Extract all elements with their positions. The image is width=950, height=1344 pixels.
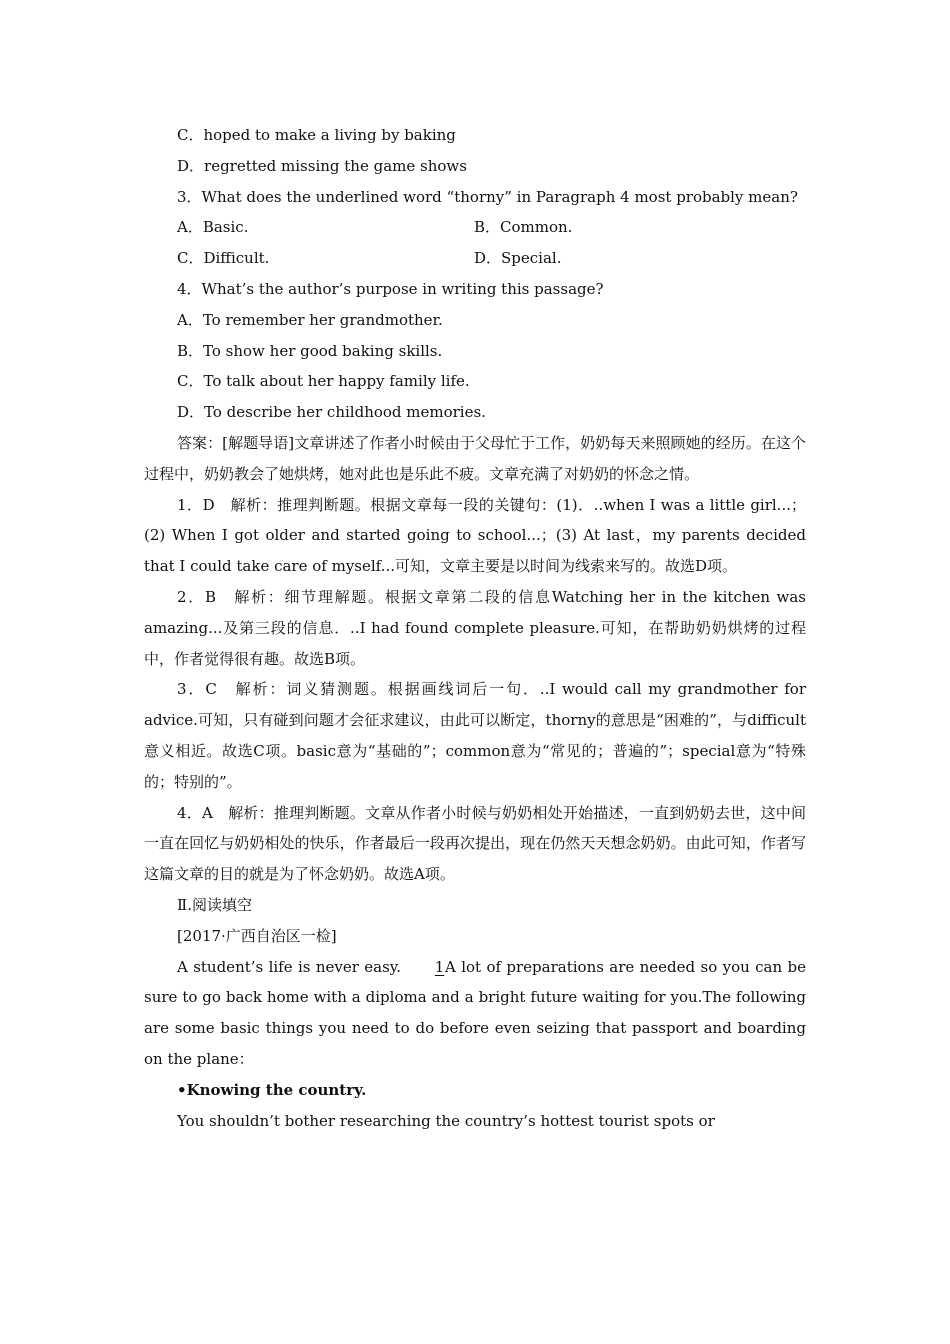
q4-option-c: C．To talk about her happy family life. (177, 372, 470, 391)
q4-option-a: A．To remember her grandmother. (177, 310, 443, 329)
q3-option-c: C．Difficult. (177, 249, 270, 268)
q4-option-d: D．To describe her childhood memories. (177, 403, 486, 422)
q3-stem: 3．What does the underlined word “thorny” in Paragraph 4 most probably mean? (177, 187, 798, 206)
q2-option-d: D．regretted missing the game shows (177, 156, 467, 175)
q4-stem: 4．What’s the author’s purpose in writing this passage? (177, 279, 604, 298)
q3-options-row-1 (144, 212, 806, 243)
section-heading: Ⅱ.阅读填空 (177, 895, 252, 914)
answer-1: 1．D 解析：推理判断题。根据文章每一段的关键句：(1)．..when I was a little girl...；(2) When I got older and started going to school...；(3) At last，my parents decided that I could take care of myself...可知，文章主要是以时间为线索来写的。故选D项。 (144, 495, 806, 576)
q3-option-d: D．Special. (474, 249, 562, 268)
q3-options-row-2 (144, 243, 806, 274)
q2-option-c: C．hoped to make a living by baking (177, 126, 456, 144)
q4-option-b: B．To show her good baking skills. (177, 341, 443, 360)
q3-option-b: B．Common. (474, 218, 573, 237)
answer-4: 4．A 解析：推理判断题。文章从作者小时候与奶奶相处开始描述，一直到奶奶去世，这中间一直在回忆与奶奶相处的快乐，作者最后一段再次提出，现在仍然天天想念奶奶。由此可知，作者写这篇文章的目的就是为了怀念奶奶。故选A项。 (144, 803, 806, 884)
passage-paragraph-1 (144, 952, 806, 1075)
passage-text-before-blank: A student’s life is never easy. (177, 957, 402, 976)
bullet-heading: •Knowing the country. (177, 1080, 367, 1099)
answer-intro: 答案：[解题导语]文章讲述了作者小时候由于父母忙于工作，奶奶每天来照顾她的经历。在这个过程中，奶奶教会了她烘烤，她对此也是乐此不疲。文章充满了对奶奶的怀念之情。 (144, 433, 806, 483)
blank-1: 1 (434, 957, 445, 976)
section-source: [2017·广西自治区一检] (177, 926, 337, 945)
answer-3: 3．C 解析：词义猜测题。根据画线词后一句．..I would call my grandmother for advice.可知，只有碰到问题才会征求建议，由此可以断定，thorny的意思是“困难的”，与difficult意义相近。故选C项。basic意为“基础的”；common意为“常见的；普遍的”；special意为“特殊的；特别的”。 (144, 680, 806, 791)
page-content (144, 120, 806, 1136)
answer-2: 2．B 解析：细节理解题。根据文章第二段的信息Watching her in the kitchen was amazing...及第三段的信息．..I had found complete pleasure.可知，在帮助奶奶烘烤的过程中，作者觉得很有趣。故选B项。 (144, 587, 806, 668)
q3-option-a: A．Basic. (177, 218, 249, 237)
passage-text-after-blank: A lot of preparations are needed so you can be sure to go back home with a diploma and a bright future waiting for you.The following are some basic things you need to do before even seizing that passport and boarding on the plane： (144, 957, 806, 1068)
passage-paragraph-2: You shouldn’t bother researching the country’s hottest tourist spots or (177, 1111, 715, 1130)
